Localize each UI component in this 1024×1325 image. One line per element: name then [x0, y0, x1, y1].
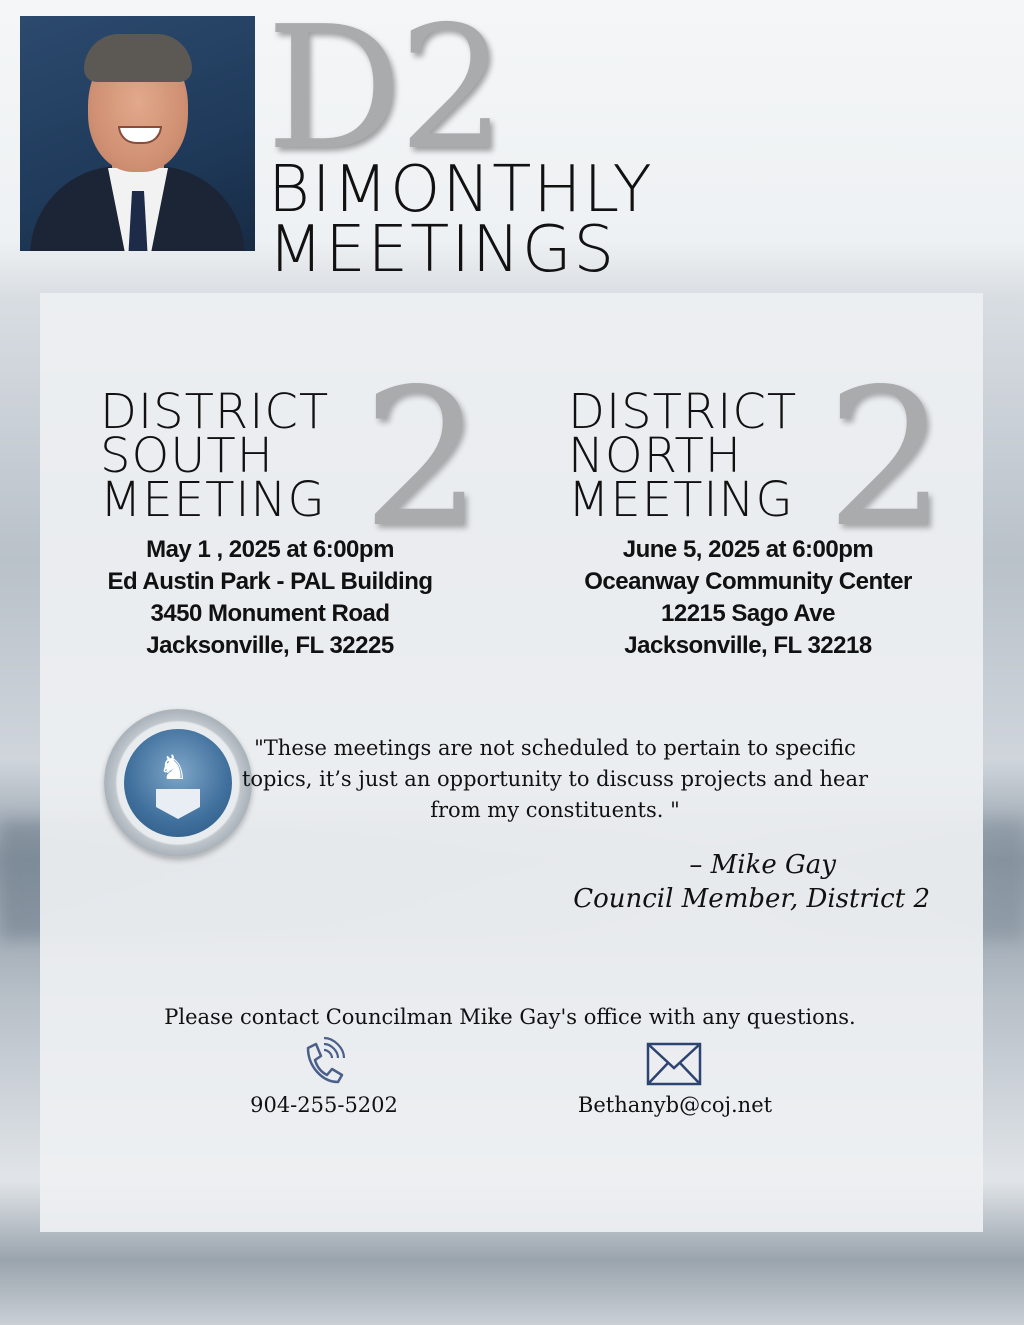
heading-line-2: SOUTH	[100, 428, 274, 484]
phone-icon	[294, 1036, 350, 1086]
district-number: 2	[826, 348, 947, 569]
district-number: 2	[362, 348, 483, 569]
title-line-2: MEETINGS	[268, 213, 617, 287]
councilman-photo	[20, 16, 255, 251]
meeting-venue: Oceanway Community Center	[584, 568, 912, 595]
north-meeting-details	[538, 534, 958, 662]
heading-line-2: NORTH	[568, 428, 742, 484]
heading-line-3: MEETING	[100, 472, 326, 528]
signature	[560, 848, 930, 916]
phone-number[interactable]: 904-255-5202	[250, 1093, 398, 1117]
heading-line-1: DISTRICT	[568, 384, 798, 440]
meeting-venue: Ed Austin Park - PAL Building	[107, 568, 433, 595]
envelope-icon	[646, 1042, 702, 1086]
meeting-city: Jacksonville, FL 32225	[146, 632, 394, 659]
meeting-date: May 1 , 2025 at 6:00pm	[146, 536, 394, 563]
heading-line-1: DISTRICT	[100, 384, 330, 440]
south-meeting-details	[60, 534, 480, 662]
quote-text: "These meetings are not scheduled to pertain to specific topics, it’s just an opportunity to discuss projects and hear from my constituents. "	[241, 736, 869, 822]
email-address[interactable]: Bethanyb@coj.net	[577, 1093, 773, 1117]
meeting-street: 12215 Sago Ave	[661, 600, 835, 627]
contact-message: Please contact Councilman Mike Gay's office with any questions.	[164, 1005, 856, 1029]
quote-author: – Mike Gay	[689, 850, 836, 880]
d2-heading: D2	[266, 0, 503, 188]
meeting-city: Jacksonville, FL 32218	[624, 632, 872, 659]
quote-role: Council Member, District 2	[573, 884, 930, 914]
page-title	[268, 153, 654, 287]
heading-line-3: MEETING	[568, 472, 794, 528]
shield-icon	[156, 789, 200, 819]
meeting-date: June 5, 2025 at 6:00pm	[622, 536, 874, 563]
city-seal-logo	[104, 709, 252, 857]
horse-icon: ♞	[158, 748, 189, 788]
meeting-street: 3450 Monument Road	[150, 600, 390, 627]
title-line-1: BIMONTHLY	[268, 153, 654, 227]
